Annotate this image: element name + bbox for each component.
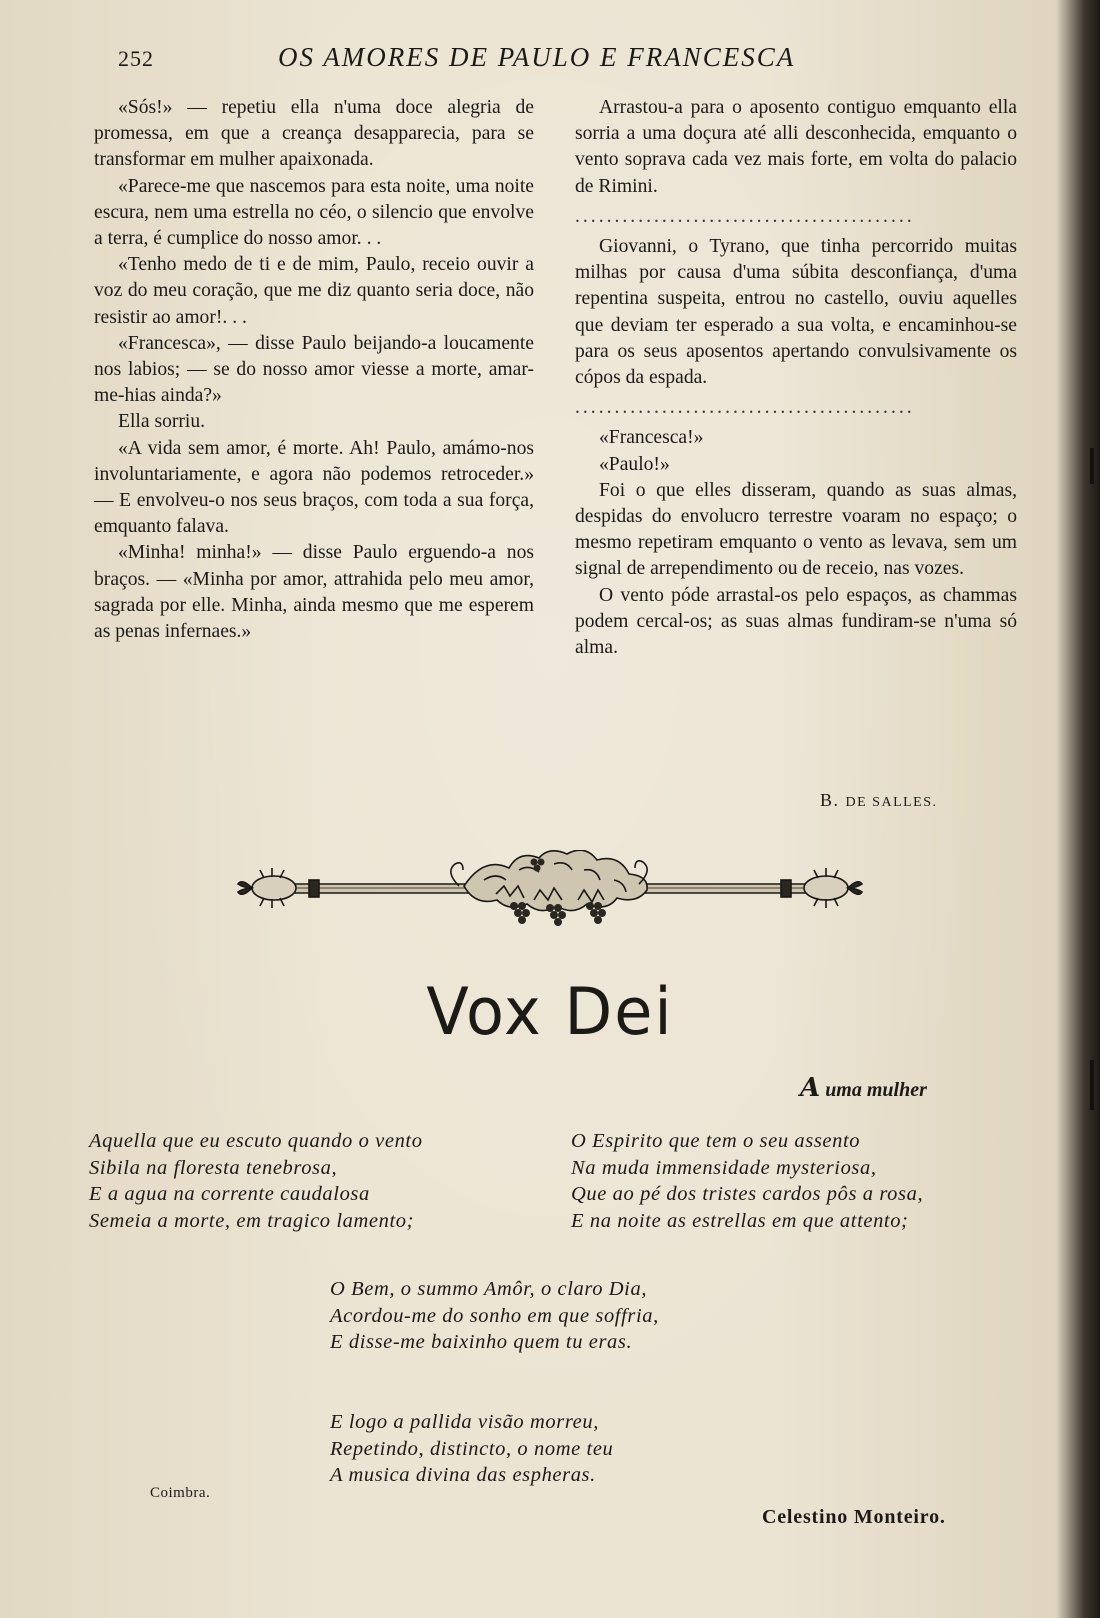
verse-line: Que ao pé dos tristes cardos pôs a rosa, — [571, 1183, 924, 1206]
signature-surname: DE SALLES. — [845, 795, 938, 810]
verse-line: A musica divina das espheras. — [330, 1464, 596, 1487]
stanza-1 — [89, 1128, 423, 1234]
paragraph: «Minha! minha!» — disse Paulo erguendo-a nos braços. — «Minha por amor, attrahida pelo meu amor, sagrada por elle. Minha, ainda mesmo que me esperem as penas infernaes.» — [94, 542, 534, 643]
paragraph: «Francesca», — disse Paulo beijando-a loucamente nos labios; — se do nosso amor viesse a morte, amar-me-hias ainda?» — [94, 332, 534, 407]
binding-edge-mark — [1090, 1060, 1094, 1110]
stanza-4 — [330, 1409, 613, 1489]
paragraph: Foi o que elles disseram, quando as suas almas, despidas do envolucro terrestre voaram no espaço; o mesmo repetiram emquanto o vento as levava, sem um signal de arrependimento ou de receio, nas vozes. — [575, 479, 1017, 580]
dedication-initial: A — [800, 1073, 821, 1103]
stanza-2 — [571, 1128, 923, 1234]
vine-garland-ornament-icon — [234, 850, 866, 935]
dedication-text: uma mulher — [820, 1079, 927, 1101]
poem-title: Vox Dei — [426, 973, 674, 1050]
verse-line: Na muda immensidade mysteriosa, — [571, 1156, 877, 1179]
verse-line: Aquella que eu escuto quando o vento — [89, 1130, 423, 1152]
verse-line: E logo a pallida visão morreu, — [330, 1411, 599, 1433]
place-of-writing: Coimbra. — [150, 1485, 211, 1501]
story-signature — [820, 790, 938, 811]
paragraph: Giovanni, o Tyrano, que tinha percorrido muitas milhas por causa d'uma súbita desconfiança, d'uma repentina suspeita, entrou no castello, ouviu aquelles que deviam ter esperado a sua volta, e encaminhou-se para os seus aposentos apertando convulsivamente os cópos da espada. — [575, 236, 1017, 389]
paragraph: «Francesca!» — [599, 427, 704, 449]
paragraph: «Sós!» — repetiu ella n'uma doce alegria de promessa, em que a creança desapparecia, para se transformar em mulher apaixonada. — [94, 97, 534, 171]
paragraph: «Tenho medo de ti e de mim, Paulo, receio ouvir a voz do meu coração, que me diz quanto seria doce, não resistir ao amor!. . . — [94, 254, 534, 328]
verse-line: Repetindo, distincto, o nome teu — [330, 1437, 614, 1460]
binding-edge-mark — [1090, 448, 1094, 484]
paragraph: «A vida sem amor, é morte. Ah! Paulo, amámo-nos involuntariamente, e agora não podemos retroceder.» — E envolveu-o nos seus braços, com toda a sua força, emquanto falava. — [94, 437, 534, 538]
page-number: 252 — [118, 46, 154, 71]
section-separator: ........................................... — [575, 397, 915, 419]
verse-line: O Espirito que tem o seu assento — [571, 1130, 861, 1152]
section-separator: ........................................... — [575, 205, 915, 227]
stanza-3 — [330, 1276, 659, 1356]
right-column — [575, 95, 1017, 661]
paragraph: Ella sorriu. — [118, 411, 206, 433]
poem-author: Celestino Monteiro. — [762, 1506, 946, 1528]
poem-dedication — [800, 1073, 927, 1103]
verse-line: E na noite as estrellas em que attento; — [571, 1209, 909, 1232]
verse-line: E disse-me baixinho quem tu eras. — [330, 1331, 633, 1354]
verse-line: Acordou-me do sonho em que soffria, — [330, 1304, 659, 1327]
paragraph: «Paulo!» — [599, 453, 670, 475]
verse-line: Sibila na floresta tenebrosa, — [89, 1156, 338, 1179]
paragraph: Arrastou-a para o aposento contiguo emquanto ella sorria a uma doçura até alli desconhecida, emquanto o vento soprava cada vez mais forte, em volta do palacio de Rimini. — [575, 97, 1017, 197]
verse-line: O Bem, o summo Amôr, o claro Dia, — [330, 1278, 648, 1300]
verse-line: Semeia a morte, em tragico lamento; — [89, 1209, 415, 1232]
verse-line: E a agua na corrente caudalosa — [89, 1183, 370, 1206]
signature-initial: B. — [820, 790, 846, 810]
left-column — [94, 95, 534, 645]
running-title: OS AMORES DE PAULO E FRANCESCA — [278, 42, 796, 72]
paragraph: «Parece-me que nascemos para esta noite, uma noite escura, nem uma estrella no céo, o silencio que envolve a terra, é cumplice do nosso amor. . . — [94, 175, 534, 250]
paragraph: O vento póde arrastal-os pelo espaços, as chammas podem cercal-os; as suas almas fundiram-se n'uma só alma. — [575, 584, 1017, 659]
